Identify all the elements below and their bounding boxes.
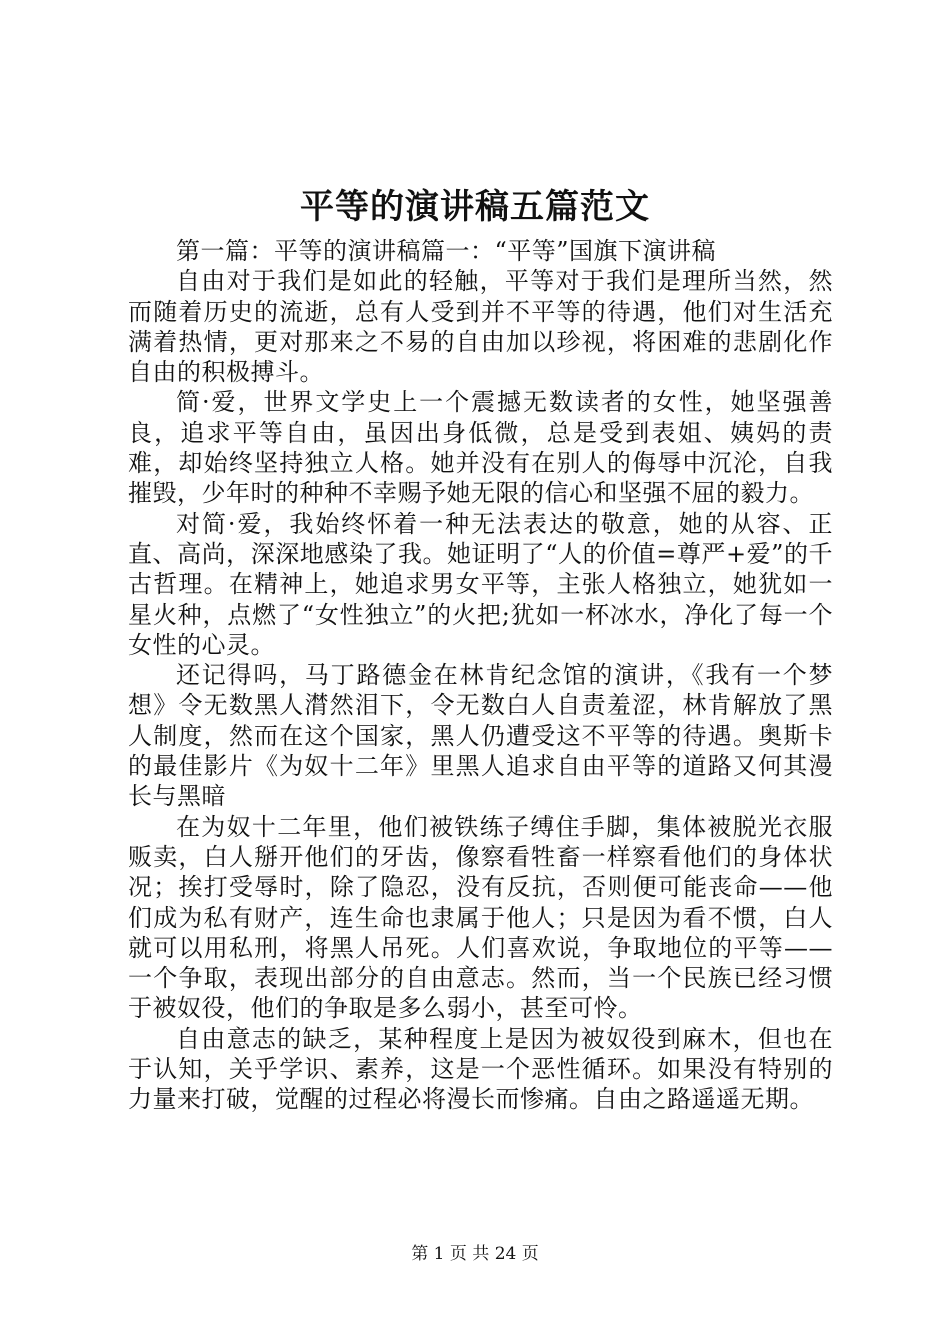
paragraph: 还记得吗，马丁路德金在林肯纪念馆的演讲，《我有一个梦想》令无数黑人潸然泪下，令无数白人自责羞涩，林肯解放了黑人制度，然而在这个国家，黑人仍遭受这不平等的待遇。奥斯卡的最佳影片《为奴十二年》里黑人追求自由平等的道路又何其漫长与黑暗: [128, 661, 833, 811]
page-footer: 第 1 页 共 24 页: [411, 1244, 539, 1264]
document-body: [128, 236, 833, 1115]
paragraph: 在为奴十二年里，他们被铁练子缚住手脚，集体被脱光衣服贩卖，白人掰开他们的牙齿，像察看牲畜一样察看他们的身体状况；挨打受辱时，除了隐忍，没有反抗，否则便可能丧命——他们成为私有财产，连生命也隶属于他人；只是因为看不惯，白人就可以用私刑，将黑人吊死。人们喜欢说，争取地位的平等——一个争取，表现出部分的自由意志。然而，当一个民族已经习惯于被奴役，他们的争取是多么弱小，甚至可怜。: [128, 812, 833, 1023]
paragraph: 自由意志的缺乏，某种程度上是因为被奴役到麻木，但也在于认知，关乎学识、素养，这是一个恶性循环。如果没有特别的力量来打破，觉醒的过程必将漫长而惨痛。自由之路遥遥无期。: [128, 1024, 833, 1114]
paragraph: 对简·爱，我始终怀着一种无法表达的敬意，她的从容、正直、高尚，深深地感染了我。她证明了“人的价值=尊严+爱”的千古哲理。在精神上，她追求男女平等，主张人格独立，她犹如一星火种，点燃了“女性独立”的火把;犹如一杯冰水，净化了每一个女性的心灵。: [128, 509, 833, 659]
paragraph: 简·爱，世界文学史上一个震撼无数读者的女性，她坚强善良，追求平等自由，虽因出身低微，总是受到表姐、姨妈的责难，却始终坚持独立人格。她并没有在别人的侮辱中沉沦，自我摧毁，少年时的种种不幸赐予她无限的信心和坚强不屈的毅力。: [128, 388, 833, 508]
paragraph: 自由对于我们是如此的轻触，平等对于我们是理所当然，然而随着历史的流逝，总有人受到并不平等的待遇，他们对生活充满着热情，更对那来之不易的自由加以珍视，将困难的悲剧化作自由的积极搏斗。: [128, 267, 833, 387]
document-title: 平等的演讲稿五篇范文: [300, 187, 650, 227]
paragraph-heading: 第一篇：平等的演讲稿篇一：“平等”国旗下演讲稿: [176, 237, 717, 265]
